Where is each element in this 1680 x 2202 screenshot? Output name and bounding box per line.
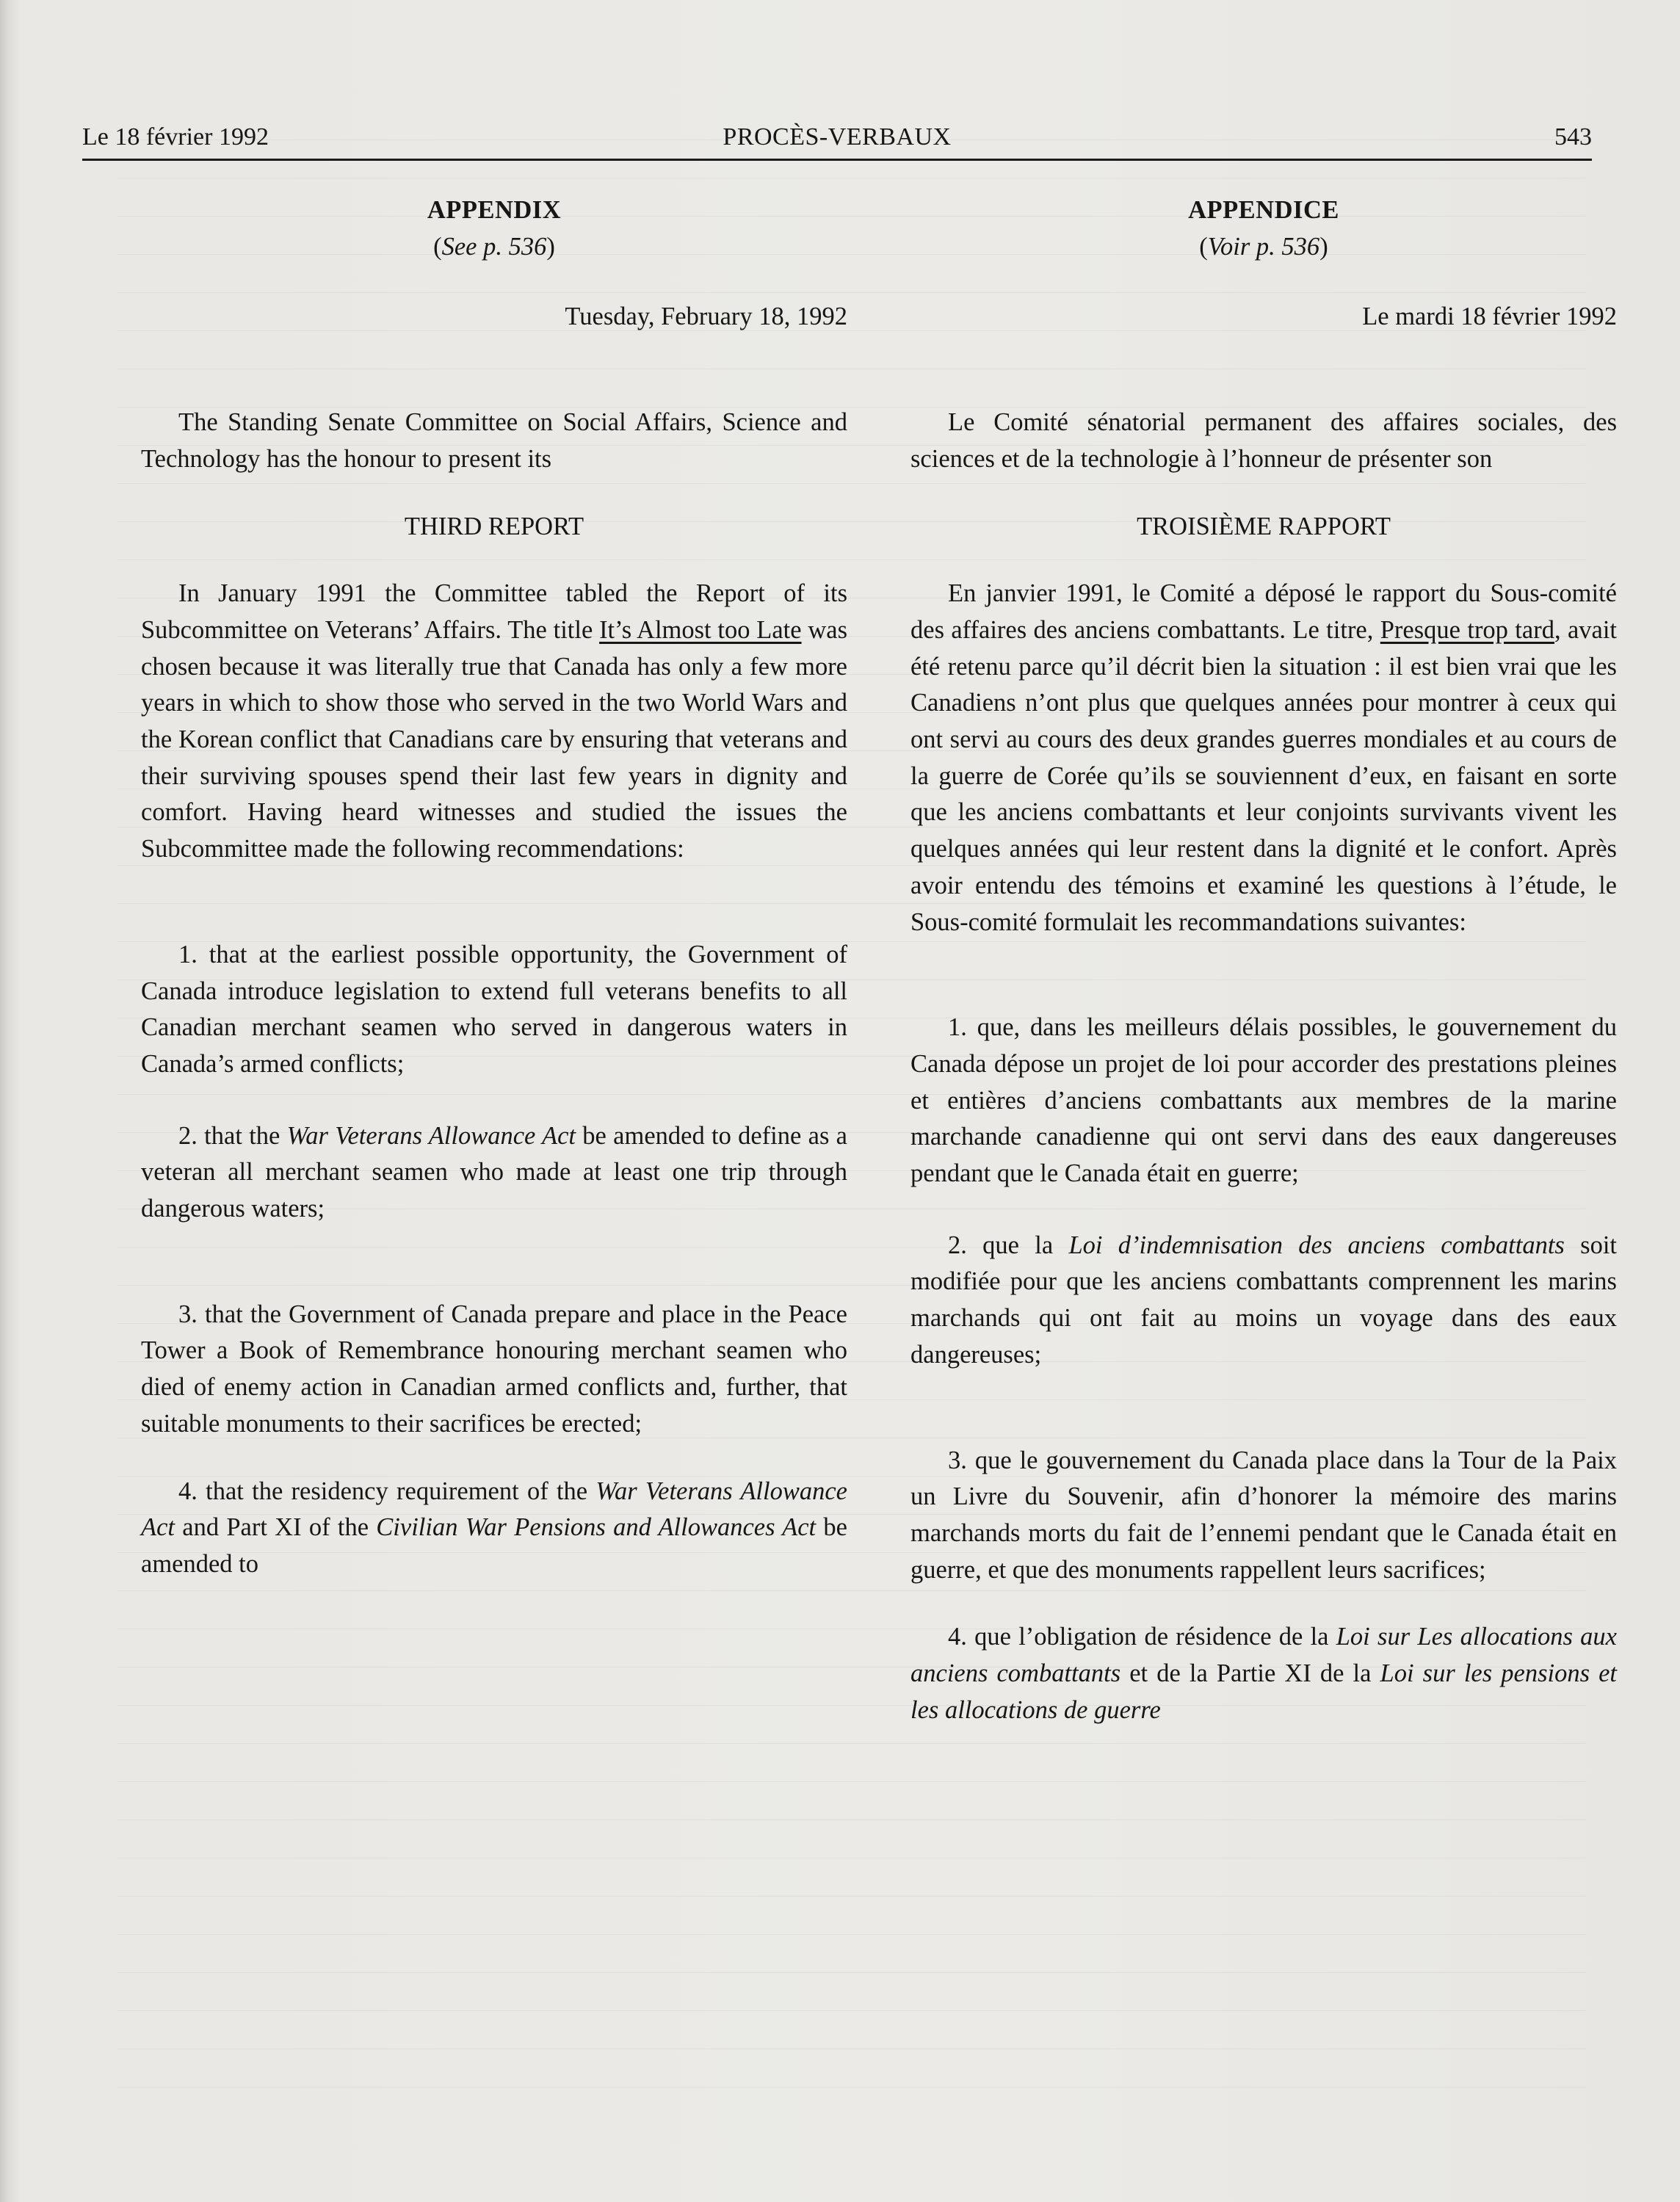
appendix-heading: APPENDICE [1188,196,1339,224]
running-head [82,123,1592,161]
report-title: THIRD REPORT [404,512,584,540]
intro-paragraph: Le Comité sénatorial permanent des affaires sociales, des sciences et de la technologie à l’honneur de présenter son [910,408,1617,473]
recommendation-2: 2. that the War Veterans Allowance Act be amended to define as a veteran all merchant seamen who made at least one trip through dangerous waters; [141,1121,847,1223]
page-reference-text: See p. 536 [441,232,547,261]
recommendation-4: 4. that the residency requirement of the War Veterans Allowance Act and Part XI of the Civilian War Pensions and Allowances Act be amended to [141,1477,847,1578]
page-number: 543 [1554,123,1592,151]
french-column [910,192,1617,1729]
recommendation-3: 3. that the Government of Canada prepare and place in the Peace Tower a Book of Remembrance honouring merchant seamen who died of enemy action in Canadian armed conflicts and, further, that suitable monuments to their sacrifices be erected; [141,1300,847,1438]
running-head-title: PROCÈS-VERBAUX [723,123,952,151]
report-date: Tuesday, February 18, 1992 [565,303,847,331]
page-reference: (See p. 536) [433,232,555,261]
report-name: Presque trop tard [1380,615,1554,644]
body-paragraph: En janvier 1991, le Comité a déposé le rapport du Sous-comité des affaires des anciens combattants. Le titre, Presque trop tard, avait été retenu parce qu’il décrit bien la situation : il est bien vrai que les Canadiens n’ont plus que quelques années pour montrer à ceux qui ont servi au cours des deux grandes guerres mondiales et au cours de la guerre de Corée qu’ils se souviennent d’eux, en faisant en sorte que les anciens combattants et leur conjoints survivants vivent les quelques années qui leur restent dans la dignité et le confort. Après avoir entendu des témoins et examiné les questions à l’étude, le Sous-comité formulait les recommandations suivantes: [910,579,1617,936]
appendix-heading: APPENDIX [427,196,562,224]
body-paragraph: In January 1991 the Committee tabled the Report of its Subcommittee on Veterans’ Affairs. The title It’s Almost too Late was chosen because it was literally true that Canada has only a few more years in which to show those who served in the two World Wars and the Korean conflict that Canadians care by ensuring that veterans and their surviving spouses spend their last few years in dignity and comfort. Having heard witnesses and studied the issues the Subcommittee made the following recommendations: [141,579,847,863]
report-date: Le mardi 18 février 1992 [1362,303,1617,331]
english-column [141,192,847,1583]
recommendation-1: 1. that at the earliest possible opportunity, the Government of Canada introduce legislation to extend full veterans benefits to all Canadian merchant seamen who served in dangerous waters in Canada’s armed conflicts; [141,940,847,1078]
recommendation-1: 1. que, dans les meilleurs délais possibles, le gouvernement du Canada dépose un projet de loi pour accorder des prestations pleines et entières d’anciens combattants aux membres de la marine marchande canadienne qui ont servi dans des eaux dangereuses pendant que le Canada était en guerre; [910,1013,1617,1188]
running-head-date: Le 18 février 1992 [82,123,269,151]
intro-paragraph: The Standing Senate Committee on Social Affairs, Science and Technology has the honour to present its [141,408,847,473]
page-reference: (Voir p. 536) [1199,232,1328,261]
recommendation-2: 2. que la Loi d’indemnisation des anciens combattants soit modifiée pour que les anciens combattants comprennent les marins marchands qui ont fait au moins un voyage dans des eaux dangereuses; [910,1231,1617,1369]
report-name: It’s Almost too Late [599,615,802,644]
recommendation-3: 3. que le gouvernement du Canada place dans la Tour de la Paix un Livre du Souvenir, afin d’honorer la mémoire des marins marchands morts du fait de l’ennemi pendant que le Canada était en guerre, et que des monuments rappellent leurs sacrifices; [910,1446,1617,1584]
page-reference-text: Voir p. 536 [1207,232,1320,261]
report-title: TROISIÈME RAPPORT [1137,512,1391,540]
recommendation-4: 4. que l’obligation de résidence de la Loi sur Les allocations aux anciens combattants et de la Partie XI de la Loi sur les pensions et les allocations de guerre [910,1623,1617,1724]
